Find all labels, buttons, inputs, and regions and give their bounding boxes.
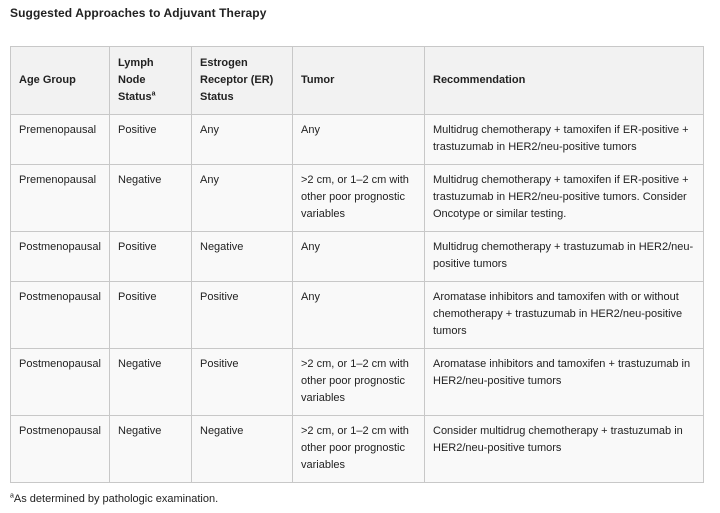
footnote-marker: a xyxy=(151,90,156,98)
cell-recommendation: Aromatase inhibitors and tamoxifen with or without chemotherapy + trastuzumab in HER2/neu-positive tumors xyxy=(425,282,704,349)
cell-lymph-node-status: Positive xyxy=(110,282,192,349)
table-row xyxy=(11,232,704,282)
cell-lymph-node-status: Negative xyxy=(110,165,192,232)
header-recommendation-label: Recommendation xyxy=(433,74,526,86)
table-row xyxy=(11,349,704,416)
table-header-row xyxy=(11,47,704,115)
cell-tumor: >2 cm, or 1–2 cm with other poor prognostic variables xyxy=(293,165,425,232)
cell-age-group: Postmenopausal xyxy=(11,416,110,483)
header-tumor xyxy=(293,47,425,115)
table-row xyxy=(11,416,704,483)
cell-tumor: >2 cm, or 1–2 cm with other poor prognostic variables xyxy=(293,349,425,416)
header-er-status-label: Estrogen Receptor (ER) Status xyxy=(200,57,274,103)
table-row xyxy=(11,165,704,232)
header-age-group xyxy=(11,47,110,115)
table-title: Suggested Approaches to Adjuvant Therapy xyxy=(10,6,267,20)
cell-lymph-node-status: Negative xyxy=(110,416,192,483)
cell-er-status: Negative xyxy=(192,416,293,483)
cell-recommendation: Consider multidrug chemotherapy + trastuzumab in HER2/neu-positive tumors xyxy=(425,416,704,483)
cell-tumor: Any xyxy=(293,115,425,165)
adjuvant-therapy-table xyxy=(10,46,704,483)
cell-er-status: Positive xyxy=(192,349,293,416)
cell-age-group: Postmenopausal xyxy=(11,282,110,349)
cell-lymph-node-status: Positive xyxy=(110,115,192,165)
header-lymph-node-status xyxy=(110,47,192,115)
cell-tumor: >2 cm, or 1–2 cm with other poor prognostic variables xyxy=(293,416,425,483)
cell-age-group: Postmenopausal xyxy=(11,349,110,416)
cell-age-group: Premenopausal xyxy=(11,115,110,165)
cell-age-group: Postmenopausal xyxy=(11,232,110,282)
table-footnote xyxy=(10,493,218,505)
header-tumor-label: Tumor xyxy=(301,74,335,86)
table-row xyxy=(11,282,704,349)
table-row xyxy=(11,115,704,165)
cell-er-status: Positive xyxy=(192,282,293,349)
header-recommendation xyxy=(425,47,704,115)
cell-lymph-node-status: Positive xyxy=(110,232,192,282)
footnote-marker: a xyxy=(10,492,14,500)
cell-recommendation: Multidrug chemotherapy + trastuzumab in HER2/neu-positive tumors xyxy=(425,232,704,282)
cell-er-status: Any xyxy=(192,165,293,232)
header-lymph-node-label: Lymph Node Status xyxy=(118,57,154,103)
cell-er-status: Any xyxy=(192,115,293,165)
cell-er-status: Negative xyxy=(192,232,293,282)
cell-age-group: Premenopausal xyxy=(11,165,110,232)
cell-recommendation: Aromatase inhibitors and tamoxifen + trastuzumab in HER2/neu-positive tumors xyxy=(425,349,704,416)
header-age-group-label: Age Group xyxy=(19,74,76,86)
cell-recommendation: Multidrug chemotherapy + tamoxifen if ER-positive + trastuzumab in HER2/neu-positive tumors. Consider Oncotype or similar testing. xyxy=(425,165,704,232)
cell-lymph-node-status: Negative xyxy=(110,349,192,416)
footnote-text: As determined by pathologic examination. xyxy=(13,493,219,505)
cell-tumor: Any xyxy=(293,232,425,282)
header-er-status xyxy=(192,47,293,115)
cell-recommendation: Multidrug chemotherapy + tamoxifen if ER-positive + trastuzumab in HER2/neu-positive tumors xyxy=(425,115,704,165)
cell-tumor: Any xyxy=(293,282,425,349)
